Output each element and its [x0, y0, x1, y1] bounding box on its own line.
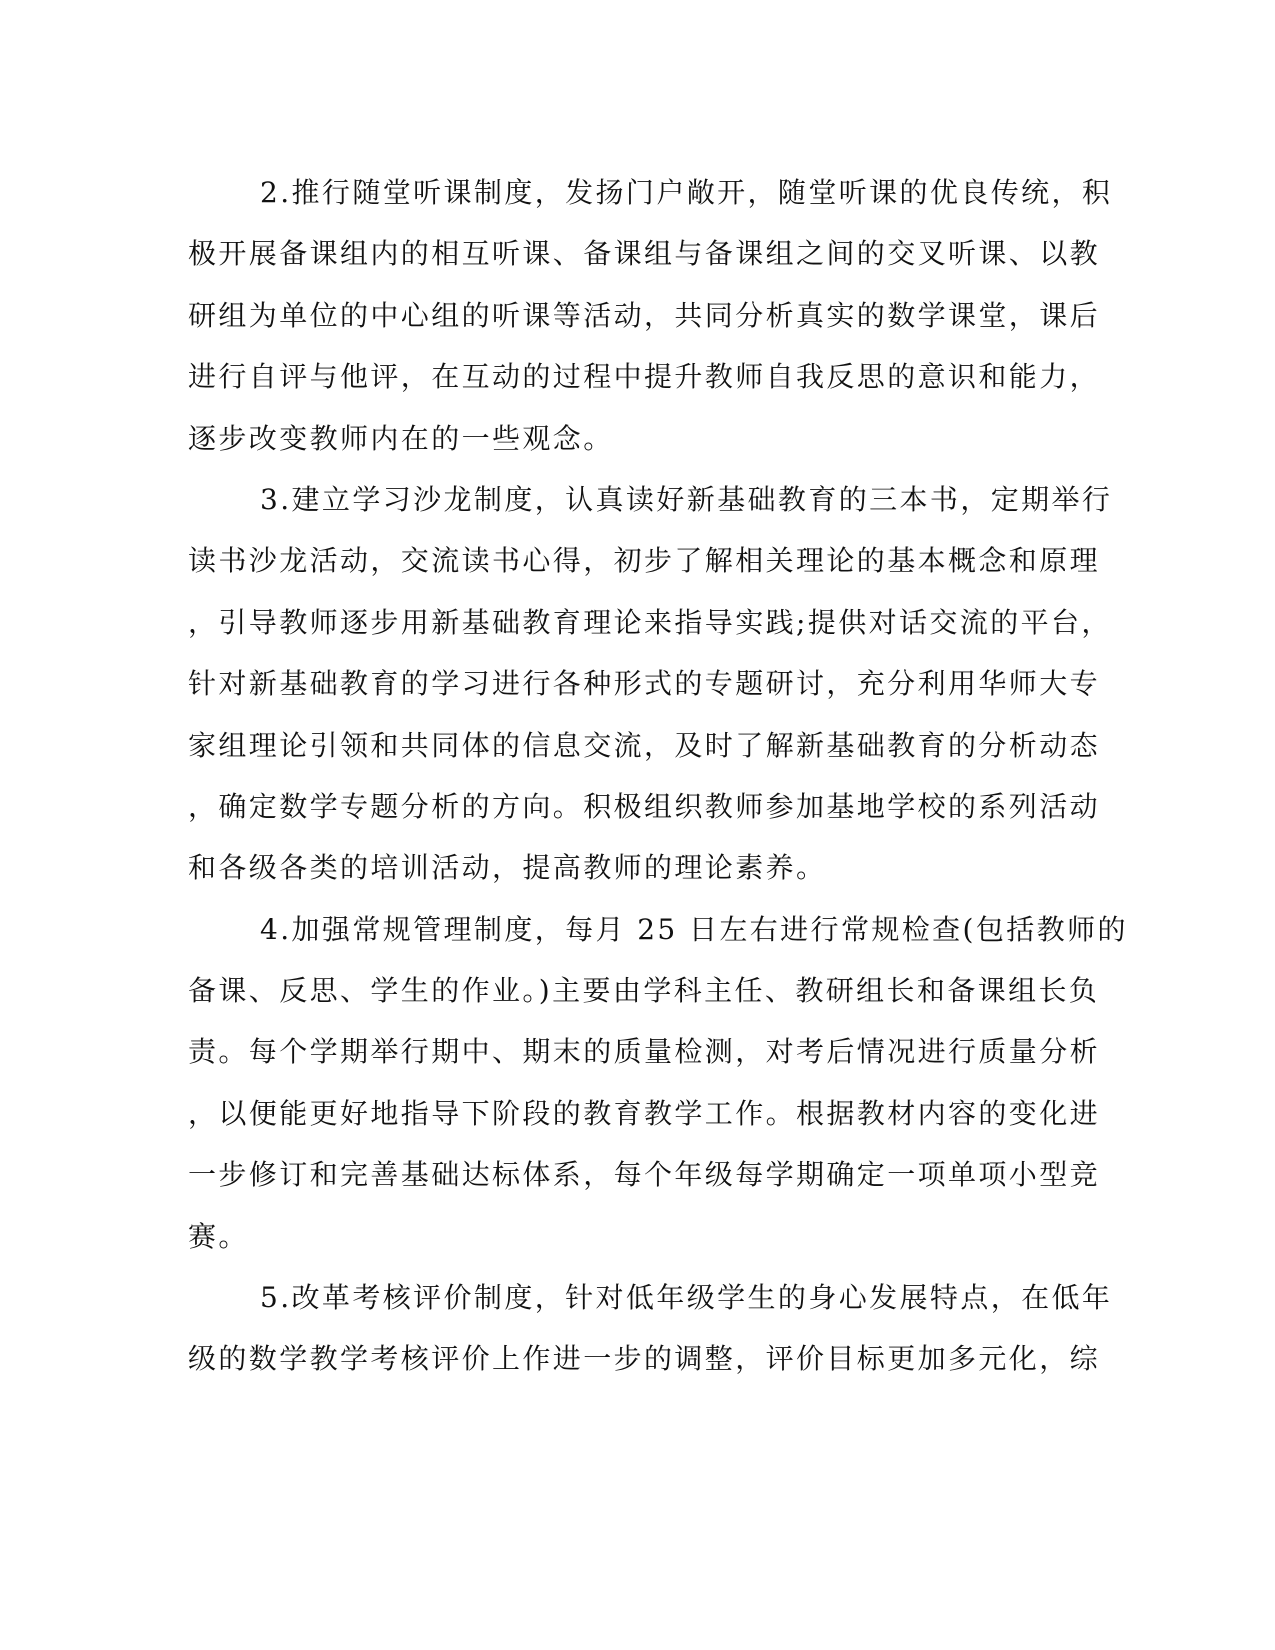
paragraph-2-line-5: 逐步改变教师内在的一些观念。	[188, 421, 614, 455]
paragraph-4-line-1: 4.加强常规管理制度，每月 25 日左右进行常规检查(包括教师的	[260, 912, 1128, 946]
document-body	[188, 162, 1128, 1390]
paragraph-3-line-1: 3.建立学习沙龙制度，认真读好新基础教育的三本书，定期举行	[260, 482, 1113, 516]
paragraph-4-line-4: ，以便能更好地指导下阶段的教育教学工作。根据教材内容的变化进	[188, 1096, 1101, 1130]
paragraph-4-line-2: 备课、反思、学生的作业。)主要由学科主任、教研组长和备课组长负	[188, 974, 1100, 1008]
paragraph-3-line-4: 针对新基础教育的学习进行各种形式的专题研讨，充分利用华师大专	[188, 667, 1101, 701]
paragraph-3-line-7: 和各级各类的培训活动，提高教师的理论素养。	[188, 851, 827, 885]
paragraph-2-line-3: 研组为单位的中心组的听课等活动，共同分析真实的数学课堂，课后	[188, 298, 1101, 332]
paragraph-3-line-3: ，引导教师逐步用新基础教育理论来指导实践;提供对话交流的平台，	[188, 605, 1112, 639]
paragraph-4-line-6: 赛。	[188, 1219, 249, 1253]
paragraph-4-line-5: 一步修订和完善基础达标体系，每个年级每学期确定一项单项小型竞	[188, 1158, 1101, 1192]
paragraph-5-line-2: 级的数学教学考核评价上作进一步的调整，评价目标更加多元化，综	[188, 1342, 1101, 1376]
paragraph-3-line-5: 家组理论引领和共同体的信息交流，及时了解新基础教育的分析动态	[188, 728, 1101, 762]
paragraph-2-line-2: 极开展备课组内的相互听课、备课组与备课组之间的交叉听课、以教	[188, 237, 1101, 271]
paragraph-5-line-1: 5.改革考核评价制度，针对低年级学生的身心发展特点，在低年	[260, 1281, 1113, 1315]
paragraph-2-line-4: 进行自评与他评，在互动的过程中提升教师自我反思的意识和能力，	[188, 360, 1101, 394]
paragraph-4-line-3: 责。每个学期举行期中、期末的质量检测，对考后情况进行质量分析	[188, 1035, 1101, 1069]
paragraph-3-line-2: 读书沙龙活动，交流读书心得，初步了解相关理论的基本概念和原理	[188, 544, 1101, 578]
paragraph-3-line-6: ，确定数学专题分析的方向。积极组织教师参加基地学校的系列活动	[188, 789, 1101, 823]
paragraph-2-line-1: 2.推行随堂听课制度，发扬门户敞开，随堂听课的优良传统，积	[260, 176, 1113, 209]
